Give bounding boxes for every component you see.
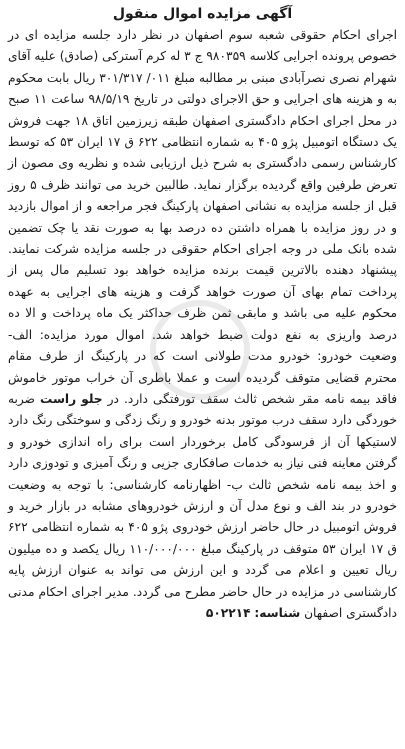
notice-paragraph-2: ضربه خوردگی دارد سقف درب موتور بدنه خودرو و رنگ زدگی و سوختگی رنگ دارد لاستیکها آن از فرسودگی کامل برخوردار است برای راه اندازی خودرو و گرفتن معاینه فنی نیاز به خدمات صافکاری جزیی و رنگ آمیزی و تودوزی دارد و اخذ بیمه نامه شخص ثالث ب- اظهارنامه کارشناسی: با توجه به وضعیت خودرو در بند الف و نوع مدل آن و ارزش خودروهای مشابه در بازار خرید و فروش اتومبیل در حال حاضر ارزش خودروی پژو ۴۰۵ به شماره انتظامی ۶۲۲ ق ۱۷ ایران ۵۳ متوقف در پارکینگ مبلغ ۱۱۰/۰۰۰/۰۰۰ ریال یکصد و ده میلیون ریال تعیین و اعلام می گردد و این ارزش می تواند به عنوان ارزش پایه کارشناسی در مزایده در حال حاضر مطرح می گردد. مدیر اجرای احکام مدنی دادگستری اصفهان — [8, 391, 397, 620]
tracking-label: شناسه: — [254, 605, 301, 620]
notice-paragraph-1: اجرای احکام حقوقی شعبه سوم اصفهان در نظر دارد جلسه مزایده ای در خصوص پرونده اجرایی کلاسه ۹۸۰۳۵۹ ج ۳ له کرم آسترکی (صادق) علیه آقای شهرام نصری نصرآبادی مبنی بر مطالبه مبلغ ۰۱۱/ ۳۰۱/۳۱۷ ریال بابت محکوم به و هزینه های اجرایی و حق الاجرای دولتی در تاریخ ۹۸/۵/۱۹ ساعت ۱۱ صبح در محل اجرای احکام دادگستری اصفهان طبقه زیرزمین اتاق ۱۸ جهت فروش یک دستگاه اتومبیل پژو ۴۰۵ به شماره انتظامی ۶۲۲ ق ۱۷ ایران ۵۳ که توسط کارشناس رسمی دادگستری به شرح ذیل ارزیابی شده و نظریه وی مصون از تعرض طرفین واقع گردیده برگزار نماید. طالبین خرید می توانند ظرف ۵ روز قبل از جلسه مزایده به نشانی اصفهان پارکینگ فجر مراجعه و از اموال بازدید و در روز مزایده با همراه داشتن ده درصد بها به صورت نقد یا چک تضمین شده بانک ملی در وجه اجرای احکام حقوقی در جلسه مزایده شرکت نمایند. پیشنهاد دهنده بالاترین قیمت برنده مزایده خواهد بود تسلیم مال پس از پرداخت تمام بهای آن صورت خواهد گرفت و هزینه های اجرایی به عهده محکوم علیه می باشد و مابقی ثمن ظرف حداکثر یک ماه پرداخت و الا ده درصد واریزی به نفع دولت ضبط خواهد شد. اموال مورد مزایده: الف- وضعیت خودرو: خودرو مدت طولانی است که در پارکینگ از طرف مقام محترم قضایی متوقف گردیده است و عملا باطری آن خراب موتور خاموش فاقد بیمه نامه مقر شخص ثالث سقف تورفتگی دارد. در — [8, 28, 398, 406]
tracking-number: ۵۰۲۲۱۴ — [205, 605, 251, 620]
notice-title: آگهی مزایده اموال منقول — [112, 6, 293, 22]
notice-body — [8, 25, 397, 624]
notice-bold-word: جلو — [81, 391, 103, 406]
notice-bold-start: راست — [40, 391, 77, 406]
